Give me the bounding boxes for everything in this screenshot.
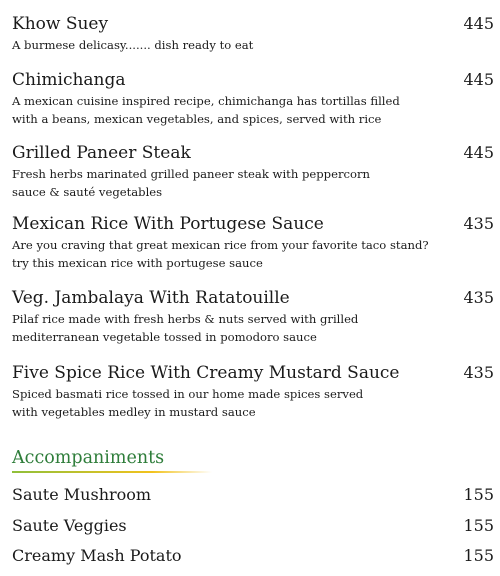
dish-description: Are you craving that great mexican rice from your favorite taco stand? try this mexican rice with portugese sauce — [12, 238, 429, 270]
dish-name: Chimichanga — [12, 70, 126, 90]
accompaniments-heading: Accompaniments — [12, 446, 212, 475]
dish-price: 435 — [463, 214, 494, 233]
dish-name: Five Spice Rice With Creamy Mustard Sauce — [12, 363, 400, 383]
accompaniment-creamy-mash-potato — [12, 545, 494, 569]
accompaniment-price: 155 — [463, 485, 494, 504]
accompaniment-name: Creamy Mash Potato — [12, 546, 182, 565]
accompaniment-name: Saute Veggies — [12, 516, 127, 535]
accompaniment-name: Saute Mushroom — [12, 485, 152, 504]
accompaniment-saute-mushroom — [12, 484, 494, 508]
accompaniment-price: 155 — [463, 546, 494, 565]
dish-description: A mexican cuisine inspired recipe, chimichanga has tortillas filled with a beans, mexican vegetables, and spices, served with rice — [12, 94, 400, 126]
dish-price: 435 — [463, 288, 494, 307]
dish-description: A burmese delicasy....... dish ready to eat — [12, 38, 254, 52]
dish-name: Khow Suey — [12, 14, 109, 34]
dish-price: 445 — [463, 70, 494, 89]
accompaniment-price: 155 — [463, 516, 494, 535]
dish-description: Spiced basmati rice tossed in our home made spices served with vegetables medley in mustard sauce — [12, 387, 364, 419]
dish-name: Grilled Paneer Steak — [12, 143, 191, 163]
dish-price: 445 — [463, 143, 494, 162]
dish-price: 445 — [463, 14, 494, 33]
dish-name: Veg. Jambalaya With Ratatouille — [12, 288, 290, 308]
dish-description: Pilaf rice made with fresh herbs & nuts served with grilled mediterranean vegetable tossed in pomodoro sauce — [12, 312, 359, 344]
dish-price: 435 — [463, 363, 494, 382]
dish-description: Fresh herbs marinated grilled paneer steak with peppercorn sauce & sauté vegetables — [12, 167, 370, 199]
accompaniment-saute-veggies — [12, 515, 494, 539]
dish-name: Mexican Rice With Portugese Sauce — [12, 214, 324, 234]
